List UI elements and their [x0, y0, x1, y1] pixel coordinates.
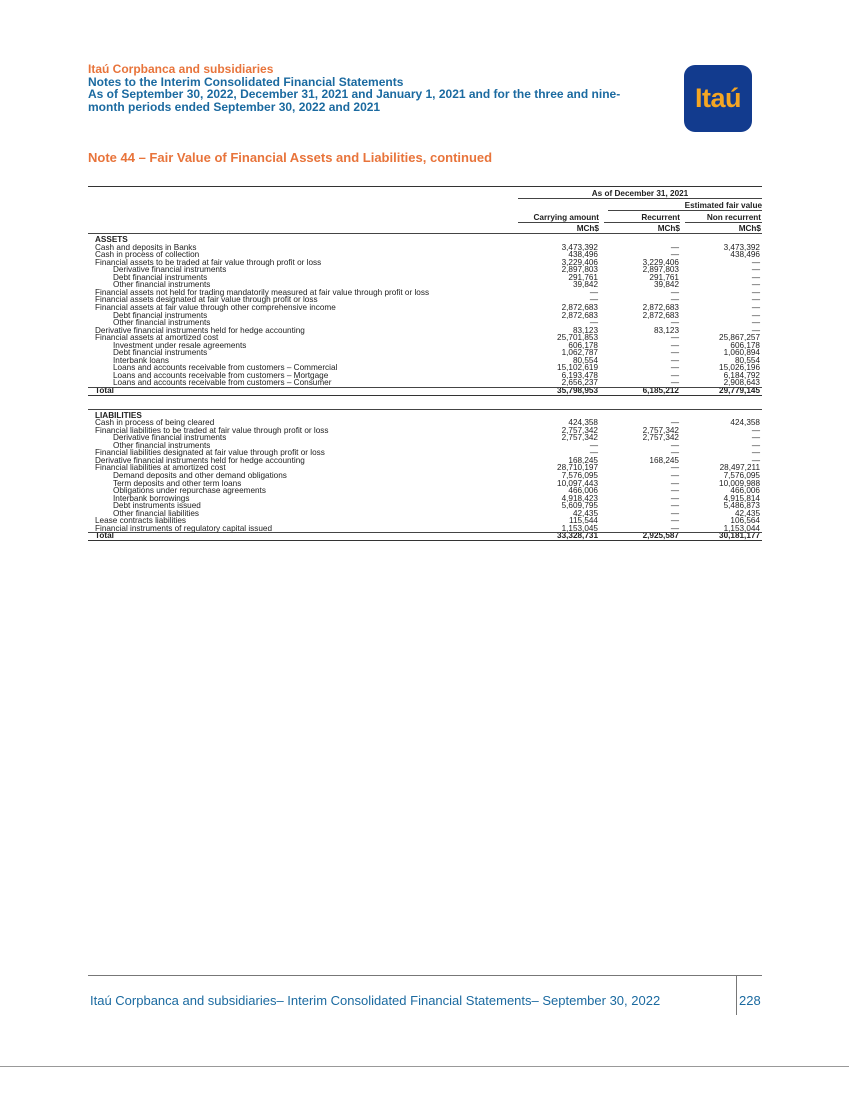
recurrent-cell: 2,757,342	[642, 433, 679, 443]
carrying-amount-cell: 2,656,237	[561, 378, 598, 388]
carrying-amount-cell: 3,473,392	[561, 242, 598, 252]
col-recurrent: Recurrent	[641, 213, 680, 222]
page-bottom-rule	[0, 1066, 849, 1067]
recurrent-cell: —	[670, 508, 679, 518]
row-label: Financial assets at amortized cost	[95, 333, 219, 343]
row-label: Other financial instruments	[113, 440, 211, 450]
recurrent-cell: —	[670, 318, 679, 328]
total-bottom-rule	[88, 540, 762, 541]
row-label: Derivative financial instruments	[113, 265, 227, 275]
row-label: Interbank loans	[113, 355, 169, 365]
table-top-rule	[88, 186, 762, 187]
row-label: Financial liabilities to be traded at fair value through profit or loss	[95, 425, 329, 435]
row-label: Financial liabilities at amortized cost	[95, 463, 226, 473]
non-recurrent-cell: —	[751, 325, 760, 335]
carrying-amount-cell: 2,757,342	[561, 433, 598, 443]
non-recurrent-cell: —	[751, 310, 760, 320]
non-recurrent-cell: —	[751, 295, 760, 305]
row-label: Financial assets to be traded at fair value through profit or loss	[95, 257, 322, 267]
total-bottom-rule	[88, 395, 762, 396]
row-label: Demand deposits and other demand obligations	[113, 470, 287, 480]
recurrent-cell: 6,185,212	[642, 386, 679, 395]
recurrent-cell: —	[670, 378, 679, 388]
company-name: Itaú Corpbanca and subsidiaries	[88, 62, 274, 76]
row-label: Debt financial instruments	[113, 310, 208, 320]
recurrent-cell: —	[670, 333, 679, 343]
recurrent-cell: —	[670, 486, 679, 496]
row-label: Derivative financial instruments held for hedge accounting	[95, 325, 305, 335]
recurrent-cell: —	[670, 478, 679, 488]
non-recurrent-cell: 6,184,792	[723, 370, 760, 380]
row-label: Obligations under repurchase agreements	[113, 486, 266, 496]
header-bottom-rule	[88, 233, 762, 234]
non-recurrent-cell: —	[751, 440, 760, 450]
footer-text: Itaú Corpbanca and subsidiaries– Interim Consolidated Financial Statements– September 30, 2022	[90, 993, 661, 1008]
table-row	[88, 510, 762, 518]
non-recurrent-cell: —	[751, 280, 760, 290]
row-label: Investment under resale agreements	[113, 340, 247, 350]
carrying-amount-cell: 1,062,787	[561, 348, 598, 358]
non-recurrent-cell: 3,473,392	[723, 242, 760, 252]
row-label: Debt financial instruments	[113, 348, 208, 358]
header-period-line-1: As of September 30, 2022, December 31, 2021 and January 1, 2021 and for the three and nine-	[88, 87, 621, 101]
row-label: Total	[95, 531, 114, 541]
footer-divider	[736, 975, 737, 1015]
non-recurrent-cell: 28,497,211	[719, 463, 760, 473]
non-recurrent-cell: 424,358	[730, 418, 760, 428]
recurrent-cell: 2,872,683	[642, 302, 679, 312]
row-label: Total	[95, 386, 114, 395]
unit-carrying: MCh$	[576, 224, 599, 233]
carrying-amount-cell: 83,123	[572, 325, 598, 335]
recurrent-cell: —	[670, 440, 679, 450]
row-label: Cash in process of being cleared	[95, 418, 215, 428]
unit-rule-1	[518, 222, 599, 223]
recurrent-cell: 2,757,342	[642, 425, 679, 435]
non-recurrent-cell: 4,915,814	[723, 493, 760, 503]
recurrent-cell: —	[670, 523, 679, 533]
carrying-amount-cell: 42,435	[572, 508, 598, 518]
recurrent-cell: —	[670, 295, 679, 305]
carrying-amount-cell: 115,544	[569, 516, 598, 526]
non-recurrent-cell: 606,178	[730, 340, 760, 350]
non-recurrent-cell: —	[751, 265, 760, 275]
period-rule	[518, 198, 762, 199]
unit-recurrent: MCh$	[657, 224, 680, 233]
row-label: Financial assets designated at fair value through profit or loss	[95, 295, 318, 305]
carrying-amount-cell: 25,701,853	[557, 333, 598, 343]
carrying-amount-cell: 10,097,443	[557, 478, 598, 488]
note-title: Note 44 – Fair Value of Financial Assets and Liabilities, continued	[88, 150, 493, 165]
estimated-fair-value-header: Estimated fair value	[684, 201, 762, 210]
non-recurrent-cell: 5,486,873	[723, 501, 760, 511]
itau-logo	[684, 65, 752, 132]
non-recurrent-cell: —	[751, 257, 760, 267]
carrying-amount-cell: 2,757,342	[561, 425, 598, 435]
row-label: Loans and accounts receivable from customers – Mortgage	[113, 370, 329, 380]
liabilities-top-rule	[88, 409, 762, 410]
carrying-amount-cell: 5,609,795	[561, 501, 598, 511]
col-carrying-amount: Carrying amount	[533, 213, 599, 222]
non-recurrent-cell: —	[751, 318, 760, 328]
carrying-amount-cell: 438,496	[568, 250, 598, 260]
logo-text: Itaú	[694, 83, 741, 113]
carrying-amount-cell: 39,842	[572, 280, 598, 290]
table-row	[88, 349, 762, 357]
non-recurrent-cell: 10,009,988	[719, 478, 760, 488]
carrying-amount-cell: 35,798,953	[557, 386, 598, 395]
recurrent-cell: —	[670, 348, 679, 358]
recurrent-cell: 39,842	[653, 280, 679, 290]
estimated-rule	[608, 210, 762, 211]
non-recurrent-cell: 80,554	[734, 355, 760, 365]
row-label: Financial instruments of regulatory capital issued	[95, 523, 273, 533]
carrying-amount-cell: —	[589, 318, 598, 328]
carrying-amount-cell: 15,102,619	[557, 363, 598, 373]
recurrent-cell: —	[670, 501, 679, 511]
carrying-amount-cell: 606,178	[568, 340, 598, 350]
carrying-amount-cell: 466,006	[568, 486, 598, 496]
non-recurrent-cell: 42,435	[734, 508, 760, 518]
recurrent-cell: 2,897,803	[642, 265, 679, 275]
non-recurrent-cell: —	[751, 302, 760, 312]
non-recurrent-cell: 1,060,894	[723, 348, 760, 358]
recurrent-cell: 168,245	[649, 455, 679, 465]
non-recurrent-cell: 2,908,643	[723, 378, 760, 388]
non-recurrent-cell: 29,779,145	[719, 386, 760, 395]
recurrent-cell: —	[670, 470, 679, 480]
row-label: ASSETS	[95, 235, 128, 244]
carrying-amount-cell: 424,358	[568, 418, 598, 428]
recurrent-cell: 291,761	[649, 272, 679, 282]
non-recurrent-cell: —	[751, 272, 760, 282]
carrying-amount-cell: 80,554	[572, 355, 598, 365]
carrying-amount-cell: 2,897,803	[561, 265, 598, 275]
non-recurrent-cell: 30,181,177	[719, 531, 760, 541]
carrying-amount-cell: 4,918,423	[561, 493, 598, 503]
table-row	[88, 487, 762, 495]
row-label: Cash and deposits in Banks	[95, 242, 197, 252]
row-label: Other financial liabilities	[113, 508, 200, 518]
recurrent-cell: —	[670, 363, 679, 373]
header-period-line-2: month periods ended September 30, 2022 and 2021	[88, 99, 381, 114]
document-header	[88, 63, 648, 113]
carrying-amount-cell: —	[589, 448, 598, 458]
unit-rule-3	[685, 222, 762, 223]
row-label: Financial assets at fair value through other comprehensive income	[95, 302, 336, 312]
row-label: Other financial instruments	[113, 318, 211, 328]
unit-rule-2	[604, 222, 680, 223]
unit-non-recurrent: MCh$	[738, 224, 761, 233]
recurrent-cell: —	[670, 463, 679, 473]
carrying-amount-cell: 3,229,406	[561, 257, 598, 267]
non-recurrent-cell: 466,006	[730, 486, 760, 496]
recurrent-cell: 3,229,406	[642, 257, 679, 267]
recurrent-cell: 2,925,587	[642, 531, 679, 541]
footer-rule	[88, 975, 762, 976]
non-recurrent-cell: 7,576,095	[723, 470, 760, 480]
recurrent-cell: —	[670, 370, 679, 380]
recurrent-cell: —	[670, 355, 679, 365]
period-header: As of December 31, 2021	[591, 189, 689, 198]
row-label: LIABILITIES	[95, 410, 142, 420]
total-row	[88, 532, 762, 540]
carrying-amount-cell: 7,576,095	[561, 470, 598, 480]
carrying-amount-cell: 168,245	[568, 455, 598, 465]
carrying-amount-cell: 2,872,683	[561, 310, 598, 320]
non-recurrent-cell: —	[751, 287, 760, 297]
row-label: Financial assets not held for trading mandatorily measured at fair value through profit or loss	[95, 287, 430, 297]
total-top-rule	[88, 387, 762, 388]
carrying-amount-cell: —	[589, 295, 598, 305]
recurrent-cell: —	[670, 418, 679, 428]
col-non-recurrent: Non recurrent	[706, 213, 761, 222]
recurrent-cell: —	[670, 516, 679, 526]
row-label: Lease contracts liabilities	[95, 516, 187, 526]
non-recurrent-cell: —	[751, 455, 760, 465]
row-label: Other financial instruments	[113, 280, 211, 290]
row-label: Derivative financial instruments	[113, 433, 227, 443]
row-label: Loans and accounts receivable from customers – Consumer	[113, 378, 332, 388]
page-number: 228	[739, 993, 761, 1008]
total-top-rule	[88, 532, 762, 533]
carrying-amount-cell: 6,193,478	[561, 370, 598, 380]
row-label: Debt instruments issued	[113, 501, 201, 511]
recurrent-cell: —	[670, 287, 679, 297]
non-recurrent-cell: 15,026,196	[719, 363, 760, 373]
row-label: Derivative financial instruments held for hedge accounting	[95, 455, 305, 465]
row-label: Financial liabilities designated at fair value through profit or loss	[95, 448, 325, 458]
non-recurrent-cell: —	[751, 433, 760, 443]
row-label: Cash in process of collection	[95, 250, 200, 260]
carrying-amount-cell: —	[589, 440, 598, 450]
non-recurrent-cell: —	[751, 448, 760, 458]
recurrent-cell: —	[670, 242, 679, 252]
recurrent-cell: 83,123	[653, 325, 679, 335]
carrying-amount-cell: 1,153,045	[561, 523, 598, 533]
row-label: Loans and accounts receivable from customers – Commercial	[113, 363, 338, 373]
recurrent-cell: —	[670, 448, 679, 458]
total-row	[88, 387, 762, 395]
non-recurrent-cell: 438,496	[730, 250, 760, 260]
row-label: Interbank borrowings	[113, 493, 190, 503]
recurrent-cell: 2,872,683	[642, 310, 679, 320]
carrying-amount-cell: —	[589, 287, 598, 297]
carrying-amount-cell: 28,710,197	[557, 463, 598, 473]
carrying-amount-cell: 33,328,731	[557, 531, 598, 541]
row-label: Debt financial instruments	[113, 272, 208, 282]
row-label: Term deposits and other term loans	[113, 478, 242, 488]
recurrent-cell: —	[670, 493, 679, 503]
carrying-amount-cell: 2,872,683	[561, 302, 598, 312]
recurrent-cell: —	[670, 340, 679, 350]
non-recurrent-cell: 25,867,257	[719, 333, 760, 343]
non-recurrent-cell: —	[751, 425, 760, 435]
non-recurrent-cell: 1,153,044	[723, 523, 760, 533]
header-subtitle: Notes to the Interim Consolidated Financial Statements	[88, 74, 404, 89]
recurrent-cell: —	[670, 250, 679, 260]
carrying-amount-cell: 291,761	[568, 272, 598, 282]
non-recurrent-cell: 106,564	[730, 516, 760, 526]
